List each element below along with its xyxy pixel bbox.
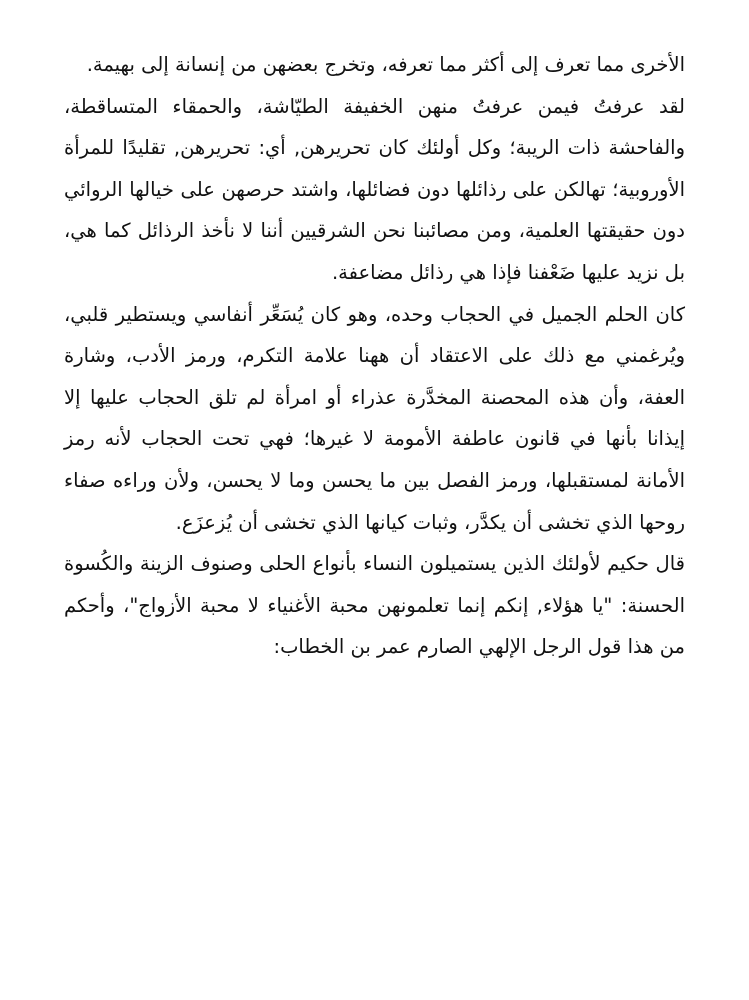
paragraph-2: لقد عرفتُ فيمن عرفتُ منهن الخفيفة الطيّاشة، والحمقاء المتساقطة، والفاحشة ذات الريبة؛ وكل أولئك كان تحريرهن, أي: تحريرهن, تقليدًا للمرأة الأوروبية؛ تهالكن على رذائلها دون فضائلها، واشتد حرصهن على خيالها الروائي دون حقيقتها العلمية، ومن مصائبنا نحن الشرقيين أننا لا نأخذ الرذائل كما هي، بل نزيد عليها ضَعْفنا فإذا هي رذائل مضاعفة. bbox=[64, 94, 685, 284]
paragraph-3: كان الحلم الجميل في الحجاب وحده، وهو كان يُسَعِّر أنفاسي ويستطير قلبي، ويُرغمني مع ذلك على الاعتقاد أن ههنا علامة التكرم، ورمز الأدب، وشارة العفة، وأن هذه المحصنة المخدَّرة عذراء أو امرأة لم تلق الحجاب عليها إلا إيذانا بأنها في قانون عاطفة الأمومة لا غيرها؛ فهي تحت الحجاب لأنه رمز الأمانة لمستقبلها، ورمز الفصل بين ما يحسن وما لا يحسن، ولأن وراءه صفاء روحها الذي تخشى أن يكدَّر، وثبات كيانها الذي تخشى أن يُزعزَع. bbox=[64, 302, 685, 534]
document-page bbox=[64, 44, 685, 668]
paragraph-4: قال حكيم لأولئك الذين يستميلون النساء بأنواع الحلى وصنوف الزينة والكُسوة الحسنة: "يا هؤلاء, إنكم إنما تعلمونهن محبة الأغنياء لا محبة الأزواج"، وأحكم من هذا قول الرجل الإلهي الصارم عمر بن الخطاب: bbox=[64, 552, 685, 659]
paragraph-1: الأخرى مما تعرف إلى أكثر مما تعرفه، وتخرج بعضهن من إنسانة إلى بهيمة. bbox=[86, 53, 685, 76]
